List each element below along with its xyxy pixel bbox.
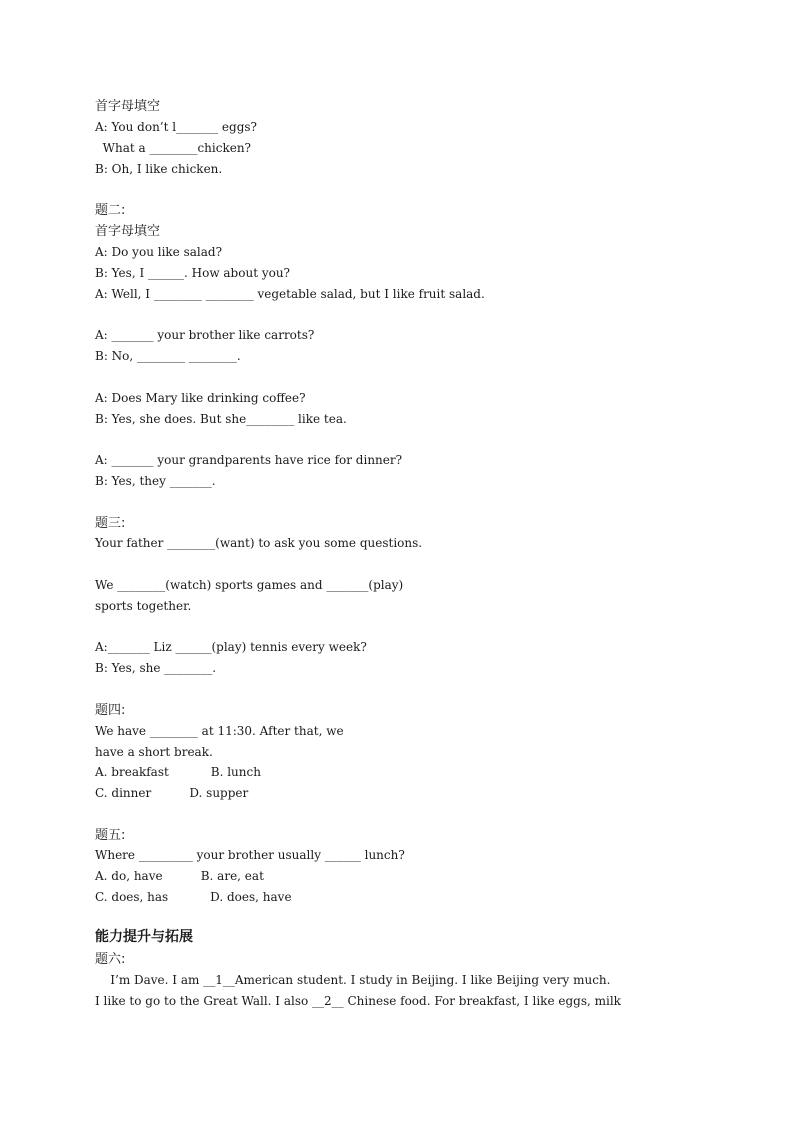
answer-line: B: Yes, she ________. — [95, 661, 217, 675]
option-line: C. dinner D. supper — [95, 786, 249, 800]
question-line: A: _______ your grandparents have rice for dinner? — [95, 453, 403, 467]
option-line: A. do, have B. are, eat — [95, 869, 264, 883]
question-number: 题三: — [95, 516, 126, 531]
section-heading: 首字母填空 — [95, 99, 161, 114]
section-heading: 首字母填空 — [95, 224, 161, 239]
question-line: We ________(watch) sports games and _______(play) — [95, 578, 404, 592]
question-number: 题四: — [95, 703, 126, 718]
question-line: A: You don’t l_______ eggs? — [95, 120, 257, 134]
passage-line: I like to go to the Great Wall. I also __2__ Chinese food. For breakfast, I like eggs, milk — [95, 994, 621, 1008]
question-line: A:_______ Liz ______(play) tennis every week? — [95, 640, 367, 654]
question-number: 题五: — [95, 828, 126, 843]
answer-line: B: Yes, they _______. — [95, 474, 216, 488]
question-line: A: _______ your brother like carrots? — [95, 328, 315, 342]
passage-line: I’m Dave. I am __1__American student. I study in Beijing. I like Beijing very much. — [95, 973, 611, 987]
question-line: Your father ________(want) to ask you some questions. — [95, 536, 423, 550]
question-line: sports together. — [95, 599, 192, 613]
question-number: 题二: — [95, 203, 126, 218]
question-number: 题六: — [95, 952, 126, 967]
option-line: C. does, has D. does, have — [95, 890, 292, 904]
question-line: A: Does Mary like drinking coffee? — [95, 391, 306, 405]
question-line: have a short break. — [95, 745, 213, 759]
answer-line: B: Yes, she does. But she________ like tea. — [95, 412, 347, 426]
answer-line: B: Yes, I ______. How about you? — [95, 266, 290, 280]
option-line: A. breakfast B. lunch — [95, 765, 261, 779]
question-line: We have ________ at 11:30. After that, we — [95, 724, 344, 738]
question-line: What a ________chicken? — [95, 141, 251, 155]
question-line: A: Do you like salad? — [95, 245, 223, 259]
section-title: 能力提升与拓展 — [95, 929, 193, 945]
answer-line: B: Oh, I like chicken. — [95, 162, 223, 176]
question-line: A: Well, I ________ ________ vegetable salad, but I like fruit salad. — [95, 287, 485, 301]
answer-line: B: No, ________ ________. — [95, 349, 241, 363]
question-line: Where _________ your brother usually ______ lunch? — [95, 848, 405, 862]
